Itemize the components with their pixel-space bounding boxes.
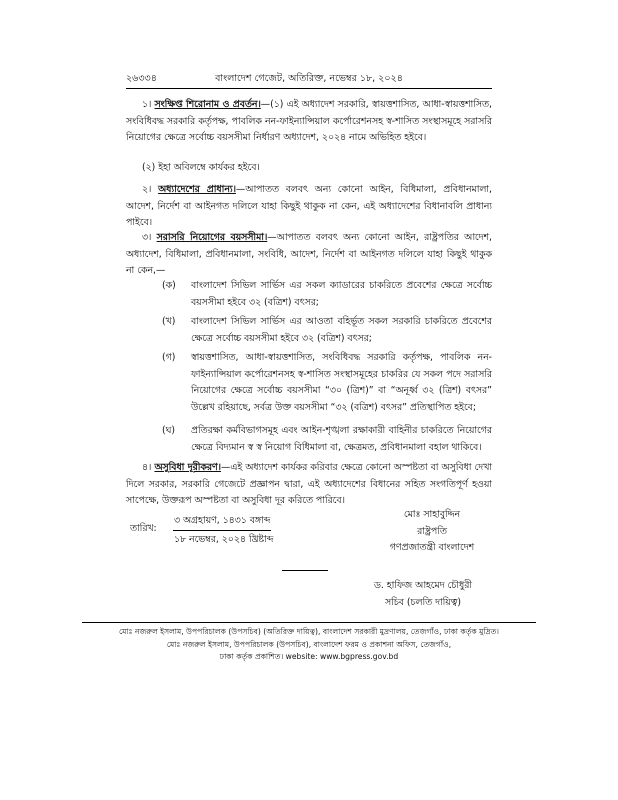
section-1 [126,97,492,147]
clause-ka [162,278,492,311]
section-4-heading: অসুবিধা দূরীকরণ। [154,462,221,473]
clause-label: (ঘ) [162,425,175,436]
section-2-text: —আপাতত বলবৎ অন্য কোনো আইন, বিধিমালা, প্রবিধানমালা, আদেশ, নির্দেশ বা আইনগত দলিলে যাহা কিছুই থাকুক না কেন, এই অধ্যাদেশের বিধানাবলি প্রাধান্য পাইবে। [126,184,492,229]
section-3 [126,230,492,280]
clause-ga [162,350,492,416]
footer-publisher-line: মোঃ নজরুল ইসলাম, উপপরিচালক (উপসচিব), বাংলাদেশ ফরম ও প্রকাশনা অফিস, তেজগাঁও, [166,640,452,649]
section-3-text: —আপাতত বলবৎ অন্য কোনো আইন, রাষ্ট্রপতির আদেশ, অধ্যাদেশ, বিধিমালা, প্রবিধানমালা, সংবিধি, আদেশ, নির্দেশ বা আইনগত দলিলে যাহা কিছুই থাকুক না কেন,— [126,232,492,277]
separator-rule [282,570,328,571]
country-name: গণপ্রজাতন্ত্রী বাংলাদেশ [389,542,475,553]
president-signature-block [362,507,502,557]
section-3-heading: সরাসরি নিয়োগের বয়সসীমা। [156,232,268,243]
section-1-sub-2: (২) ইহা অবিলম্বে কার্যকর হইবে। [142,162,260,173]
clause-label: (খ) [162,316,176,327]
gazette-title: বাংলাদেশ গেজেট, অতিরিক্ত, নভেম্বর ১৮, ২০২৪ [215,73,403,84]
footer-divider [82,622,536,623]
president-title: রাষ্ট্রপতি [417,525,447,537]
date-label: তারিখ: [130,523,157,534]
footer-website-line: ঢাকা কর্তৃক প্রকাশিত। website: www.bgpress.gov.bd [219,652,399,661]
section-2 [126,182,492,232]
section-4-text: —এই অধ্যাদেশ কার্যকর করিবার ক্ষেত্রে কোনো অস্পষ্টতা বা অসুবিধা দেখা দিলে সরকার, সরকারি গেজেটে প্রজ্ঞাপন দ্বারা, এই অধ্যাদেশের বিধানের সহিত সংগতিপূর্ণ হওয়া সাপেক্ষে, উক্তরূপ অস্পষ্টতা বা অসুবিধা দূর করিতে পারিবে। [126,462,492,507]
section-2-number: ২। [142,184,152,195]
president-name: মোঃ সাহাবুদ্দিন [403,509,461,520]
bangla-date: ৩ অগ্রহায়ণ, ১৪৩১ বঙ্গাব্দ [174,515,271,526]
clause-text: বাংলাদেশ সিভিল সার্ভিস এর আওতা বহির্ভূত সকল সরকারি চাকরিতে প্রবেশের ক্ষেত্রে সর্বোচ্চ বয়সসীমা হইবে ৩২ (বত্রিশ) বৎসর; [191,316,492,344]
header-divider [126,88,492,89]
clause-kha [162,314,492,347]
gregorian-date: ১৮ নভেম্বর, ২০২৪ খ্রিষ্টাব্দ [174,534,274,545]
clause-text: প্রতিরক্ষা কর্মবিভাগসমূহ এবং আইন-শৃঙ্খলা রক্ষাকারী বাহিনীর চাকরিতে নিয়োগের ক্ষেত্রে বিদ্যমান স্ব স্ব নিয়োগ বিধিমালা বা, ক্ষেত্রমত, প্রবিধানমালা বহাল থাকিবে। [191,425,492,453]
section-3-number: ৩। [142,232,152,243]
date-divider [173,530,271,531]
secretary-signature-block [352,578,494,611]
clause-label: (গ) [162,352,176,363]
section-1-text: —(১) এই অধ্যাদেশ সরকারি, স্বায়ত্তশাসিত, আধা-স্বায়ত্তশাসিত, সংবিধিবদ্ধ সরকারি কর্তৃপক্ষ, পাবলিক নন-ফাইন্যান্সিয়াল কর্পোরেশনসহ স্ব-শাসিত সংস্থাসমূহে সরাসরি নিয়োগের ক্ষেত্রে সর্বোচ্চ বয়সসীমা নির্ধারণ অধ্যাদেশ, ২০২৪ নামে অভিহিত হইবে। [126,99,492,144]
clause-label: (ক) [162,280,176,291]
section-4-number: ৪। [142,462,152,473]
page-number: ২৬৩৩৪ [126,73,157,84]
secretary-name: ড. হাফিজ আহমেদ চৌধুরী [374,580,472,591]
footer-printer-line: মোঃ নজরুল ইসলাম, উপপরিচালক (উপসচিব) (অতিরিক্ত দায়িত্ব), বাংলাদেশ সরকারী মুদ্রণালয়, তেজগাঁও, ঢাকা কর্তৃক মুদ্রিত। [119,627,499,636]
clause-text: স্বায়ত্তশাসিত, আধা-স্বায়ত্তশাসিত, সংবিধিবদ্ধ সরকারি কর্তৃপক্ষ, পাবলিক নন-ফাইন্যান্সিয়াল কর্পোরেশনসহ স্ব-শাসিত সংস্থাসমূহের চাকরির যে সকল পদে সরাসরি নিয়োগের ক্ষেত্রে সর্বোচ্চ বয়সসীমা “৩০ (ত্রিশ)” বা “অনূর্ধ্ব ৩২ (ত্রিশ) বৎসর” উল্লেখ রহিয়াছে, সর্বত্র উক্ত বয়সসীমা “৩২ (বত্রিশ) বৎসর” প্রতিস্থাপিত হইবে; [191,352,492,413]
page-header [126,72,492,86]
section-1-heading: সংক্ষিপ্ত শিরোনাম ও প্রবর্তন। [154,99,261,110]
clause-text: বাংলাদেশ সিভিল সার্ভিস এর সকল ক্যাডারের চাকরিতে প্রবেশের ক্ষেত্রে সর্বোচ্চ বয়সসীমা হইবে ৩২ (বত্রিশ) বৎসর; [191,280,492,308]
section-2-heading: অধ্যাদেশের প্রাধান্য। [158,184,236,195]
clause-gha [162,423,492,456]
secretary-title: সচিব (চলতি দায়িত্ব) [384,596,462,608]
section-4 [126,460,492,510]
section-1-number: ১। [142,99,152,110]
